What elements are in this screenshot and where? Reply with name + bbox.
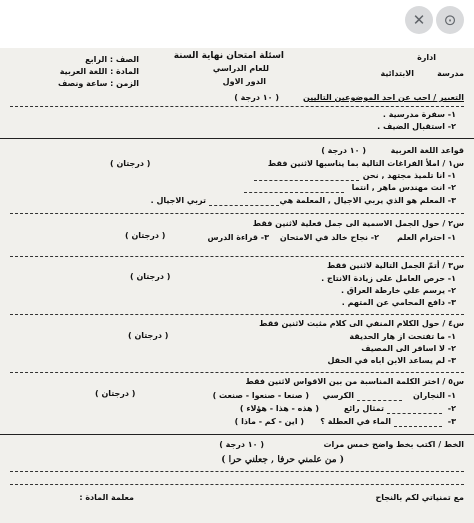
q5-blank-3 <box>394 426 442 427</box>
exam-title: اسئلة امتحان نهاية السنة <box>173 51 284 61</box>
essay-underline <box>10 106 464 107</box>
q2-prompt: س٢ / حول الجمل الاسمية الى جمل فعلية لاثنين فقط <box>252 219 464 228</box>
lens-search-icon[interactable]: ⊙ <box>436 6 464 34</box>
q2-item-2: ٢- نجاح خالد في الامتحان <box>279 233 379 242</box>
q1-marks: ( درجتان ) <box>110 159 151 168</box>
q5-item-3-word: الماء في العطلة ؟ <box>320 417 391 426</box>
footer-wish: مع تمنياتي لكم بالنجاح <box>375 493 464 502</box>
q2-divider <box>10 256 464 257</box>
exam-sheet <box>0 48 474 523</box>
q3-prompt: س٣ / أتمّ الجمل التالية لاثنين فقط <box>327 261 464 270</box>
q1-item-1: ١- انا تلميذ مجتهد , نحن <box>362 171 456 180</box>
header-grade: الصف : الرابع <box>85 55 139 64</box>
q1-item-2: ٢- انت مهندس ماهر , انتما <box>351 183 456 192</box>
viewer-toolbar <box>0 0 474 48</box>
q3-divider <box>10 314 464 315</box>
q5-item-3-options: ( اين - كم - ماذا ) <box>234 417 304 426</box>
q3-marks: ( درجتان ) <box>130 272 171 281</box>
q1-blank-1 <box>254 180 359 181</box>
q1-blank-3 <box>209 205 279 206</box>
header-subject: المادة : اللغة العربية <box>59 67 139 76</box>
handwriting-title: الخط / اكتب بخط واضح خمس مرات <box>323 440 464 449</box>
essay-title: التعبير / اجب عن احد الموضوعين التاليين <box>303 93 464 102</box>
exam-term: الدور الاول <box>222 77 266 86</box>
q5-prompt: س٥ / اختر الكلمة المناسبة من بين الاقواس لاثنين فقط <box>245 377 464 386</box>
section-divider-2 <box>0 434 474 435</box>
header-time: الزمن : ساعة ونصف <box>57 79 139 88</box>
header-admin: ادارة <box>417 53 436 62</box>
header-school-level: الابتدائية <box>380 69 414 78</box>
q1-item-3: ٣- المعلم هو الذي يربي الاجيال , المعلمة هي <box>279 196 456 205</box>
q5-blank-1 <box>357 400 402 401</box>
q5-item-1-options: ( صنعا - صنعوا - صنعت ) <box>212 391 309 400</box>
q4-item-1: ١- ما تفتحت از هار الحديقة <box>349 332 456 341</box>
q4-item-3: ٣- لم يساعد الابن اباه في الحقل <box>327 356 456 365</box>
handwriting-line-2 <box>10 484 464 485</box>
essay-item-2: ٢- استقبال الضيف . <box>377 122 456 131</box>
q1-item-3-end: تربي الاجيال . <box>150 196 206 205</box>
q5-item-1-word: الكرسي <box>322 391 354 400</box>
q2-item-1: ١- احترام العلم <box>397 233 456 242</box>
q5-item-2-options: ( هذه - هذا - هؤلاء ) <box>239 404 319 413</box>
handwriting-marks: ( ١٠ درجة ) <box>219 440 264 449</box>
exam-year: للعام الدراسي <box>212 64 269 73</box>
handwriting-phrase: ( من علمني حرفا , جعلني حرا ) <box>221 455 344 465</box>
q4-item-2: ٢- لا اسافر الى المصيف <box>361 344 456 353</box>
q2-item-3: ٣- قراءة الدرس <box>207 233 269 242</box>
q5-blank-2 <box>387 413 442 414</box>
grammar-title: قواعد اللغة العربية <box>390 146 464 155</box>
essay-item-1: ١- سفرة مدرسية . <box>382 110 456 119</box>
q3-item-3: ٣- دافع المحامي عن المتهم . <box>341 298 456 307</box>
footer-teacher: معلمة المادة : <box>79 493 134 502</box>
handwriting-line-1 <box>10 471 464 472</box>
q3-item-2: ٢- يرسم علي خارطة العراق . <box>340 286 456 295</box>
q5-item-2: ٢- <box>447 404 456 413</box>
close-icon[interactable]: ✕ <box>405 6 433 34</box>
q5-item-2-word: تمثال رائع <box>343 404 384 413</box>
q1-blank-2 <box>244 192 344 193</box>
q1-divider <box>10 213 464 214</box>
header-school: مدرسة <box>437 69 464 78</box>
q5-marks: ( درجتان ) <box>95 389 136 398</box>
q4-prompt: س٤ / حول الكلام المنفي الى كلام مثبت لاثنين فقط <box>259 319 464 328</box>
q1-prompt: س١ / املأ الفراغات التالية بما يناسبها لاثنين فقط <box>267 159 464 168</box>
q5-item-3: ٣- <box>447 417 456 426</box>
q5-item-1: ١- النجاران <box>413 391 456 400</box>
q2-marks: ( درجتان ) <box>125 231 166 240</box>
essay-marks: ( ١٠ درجة ) <box>234 93 279 102</box>
q4-divider <box>10 372 464 373</box>
section-divider <box>0 138 474 139</box>
grammar-marks: ( ١٠ درجة ) <box>321 146 366 155</box>
q3-item-1: ١- حرص العامل على زيادة الانتاج . <box>321 274 456 283</box>
q4-marks: ( درجتان ) <box>128 331 169 340</box>
